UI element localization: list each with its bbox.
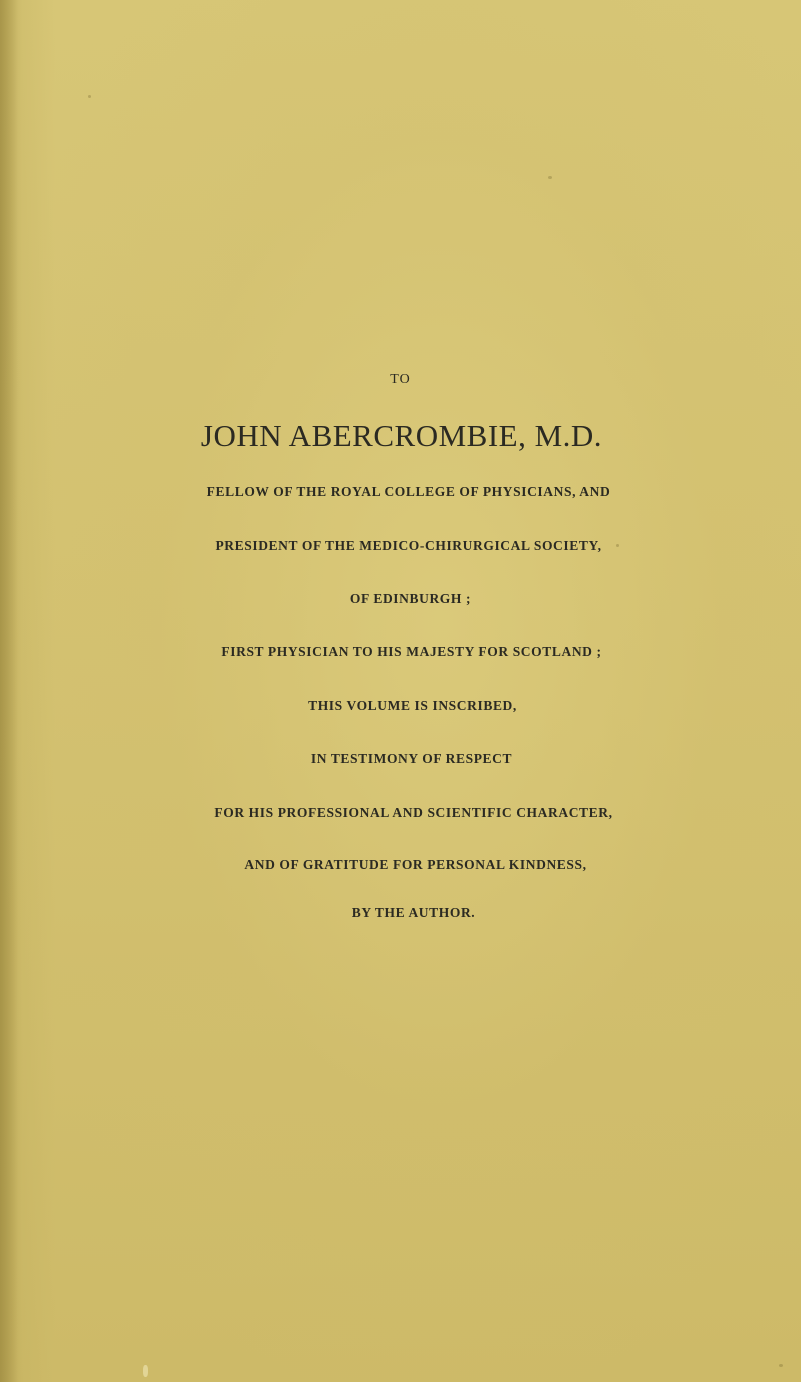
paper-speck	[779, 1364, 783, 1367]
page-gutter-shadow	[0, 0, 18, 1382]
dedication-line-8: AND OF GRATITUDE FOR PERSONAL KINDNESS,	[244, 857, 587, 872]
dedication-line-1: FELLOW OF THE ROYAL COLLEGE OF PHYSICIANS, AND	[206, 484, 611, 499]
paper-speck	[88, 95, 91, 98]
dedication-line-3: OF EDINBURGH ;	[349, 591, 472, 606]
dedicatee-name: JOHN ABERCROMBIE, M.D.	[200, 418, 603, 453]
dedication-line-6: IN TESTIMONY OF RESPECT	[310, 751, 513, 766]
dedication-to: TO	[390, 372, 411, 387]
dedication-line-5: THIS VOLUME IS INSCRIBED,	[308, 698, 517, 713]
dedication-line-2: PRESIDENT OF THE MEDICO-CHIRURGICAL SOCIETY,	[215, 538, 602, 553]
dedication-line-7: FOR HIS PROFESSIONAL AND SCIENTIFIC CHARACTER,	[214, 805, 613, 820]
dedication-signature: BY THE AUTHOR.	[351, 905, 476, 920]
dedication-line-4: FIRST PHYSICIAN TO HIS MAJESTY FOR SCOTLAND ;	[221, 644, 602, 659]
paper-speck	[143, 1365, 148, 1377]
paper-speck	[548, 176, 552, 179]
